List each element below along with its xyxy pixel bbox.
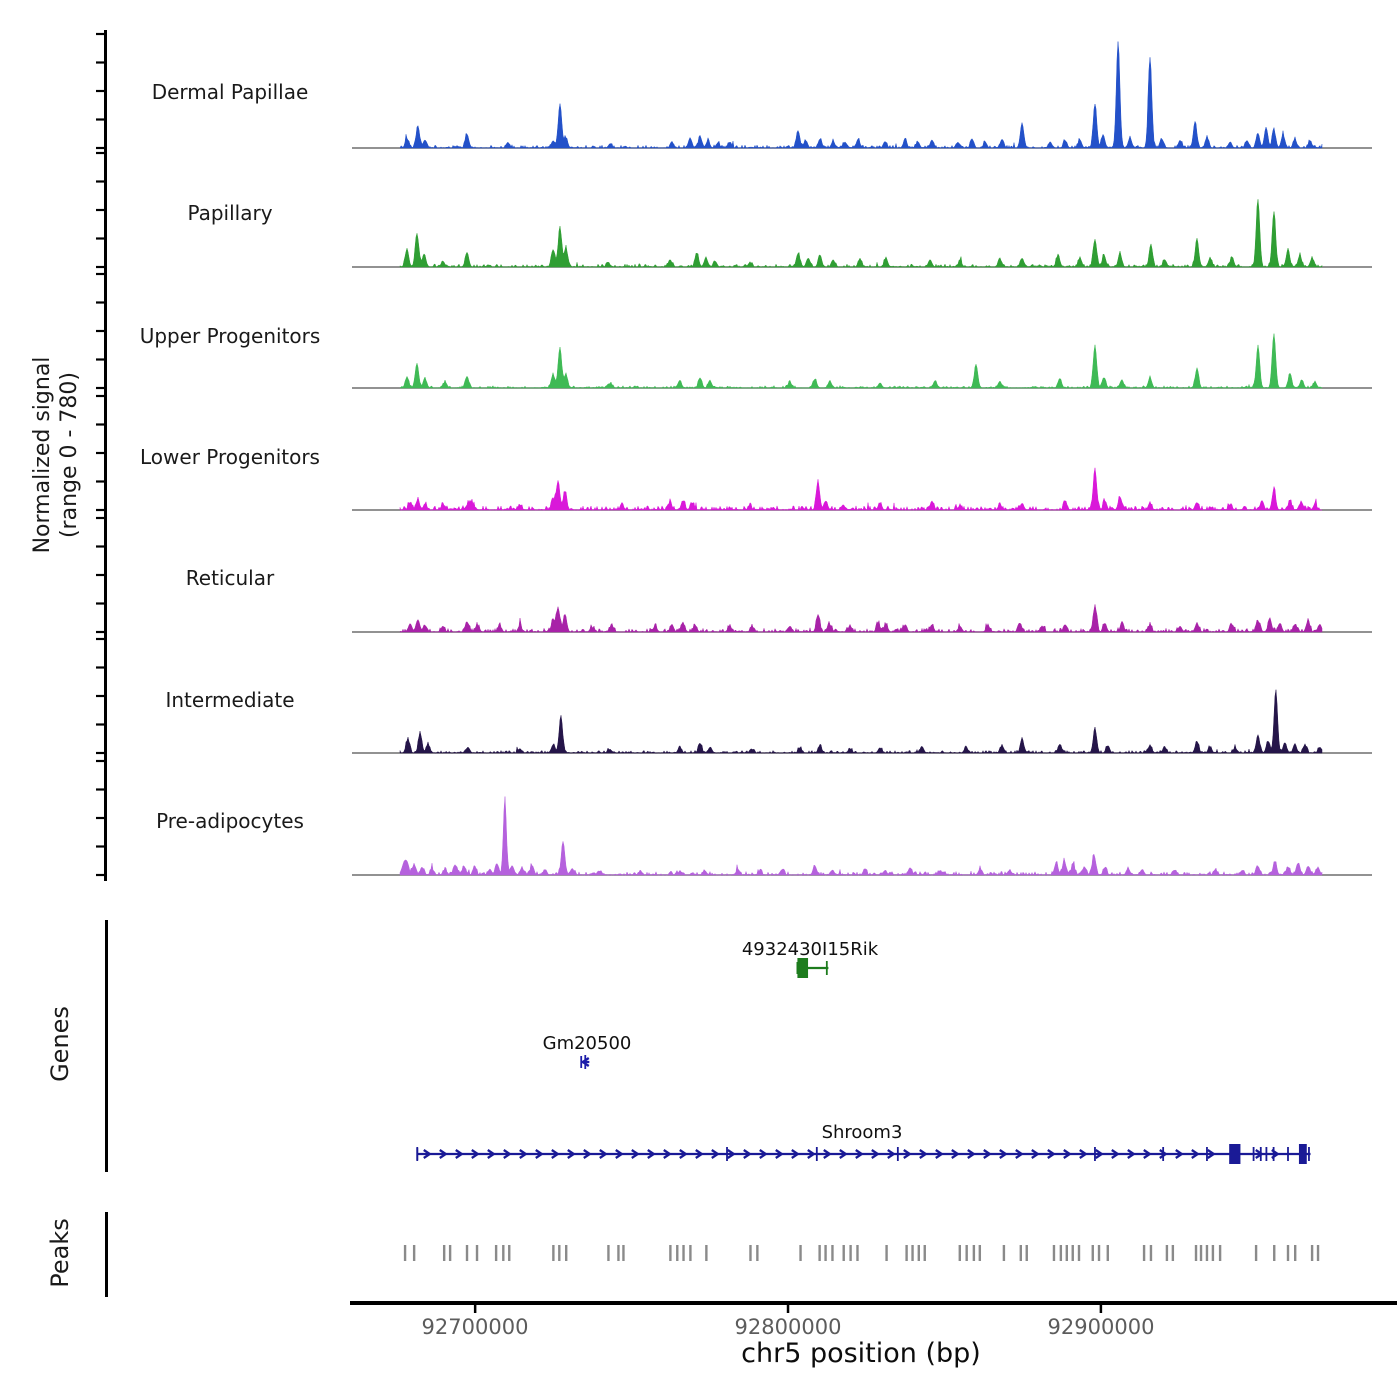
track-label-lower-progenitors: Lower Progenitors — [140, 445, 320, 469]
gene-label-Gm20500: Gm20500 — [542, 1033, 632, 1054]
gene-label-4932430I15Rik: 4932430I15Rik — [741, 939, 879, 960]
signal-track-2 — [352, 334, 1372, 388]
track-label-reticular: Reticular — [185, 566, 275, 590]
signal-track-5 — [352, 690, 1372, 753]
signal-track-0 — [352, 42, 1372, 149]
signal-track-4 — [352, 604, 1372, 632]
x-tick-92800000: 92800000 — [734, 1315, 842, 1339]
track-label-intermediate: Intermediate — [165, 688, 295, 712]
peak-calls-track — [405, 1245, 1318, 1261]
track-label-papillary: Papillary — [187, 201, 273, 225]
track-label-upper-progenitors: Upper Progenitors — [139, 324, 321, 348]
signal-track-6 — [352, 797, 1372, 876]
gene-glyph-Gm20500 — [581, 1055, 589, 1069]
signal-track-3 — [352, 468, 1372, 510]
x-axis-title: chr5 position (bp) — [741, 1338, 981, 1369]
track-label-pre-adipocytes: Pre-adipocytes — [156, 809, 304, 833]
track-label-dermal-papillae: Dermal Papillae — [151, 80, 309, 104]
y-axis-label-line2: (range 0 - 780) — [57, 371, 82, 539]
signal-track-1 — [352, 199, 1372, 267]
gene-label-Shroom3: Shroom3 — [821, 1122, 903, 1143]
peaks-section-label: Peaks — [46, 1218, 74, 1288]
genes-section-label: Genes — [46, 1006, 74, 1082]
gene-glyph-4932430I15Rik — [797, 958, 828, 978]
y-axis-label-line1: Normalized signal — [30, 356, 55, 554]
gene-glyph-Shroom3 — [417, 1144, 1310, 1164]
x-tick-92900000: 92900000 — [1047, 1315, 1155, 1339]
x-tick-92700000: 92700000 — [421, 1315, 529, 1339]
x-axis — [350, 1303, 1397, 1313]
y-axis-label — [29, 275, 85, 635]
